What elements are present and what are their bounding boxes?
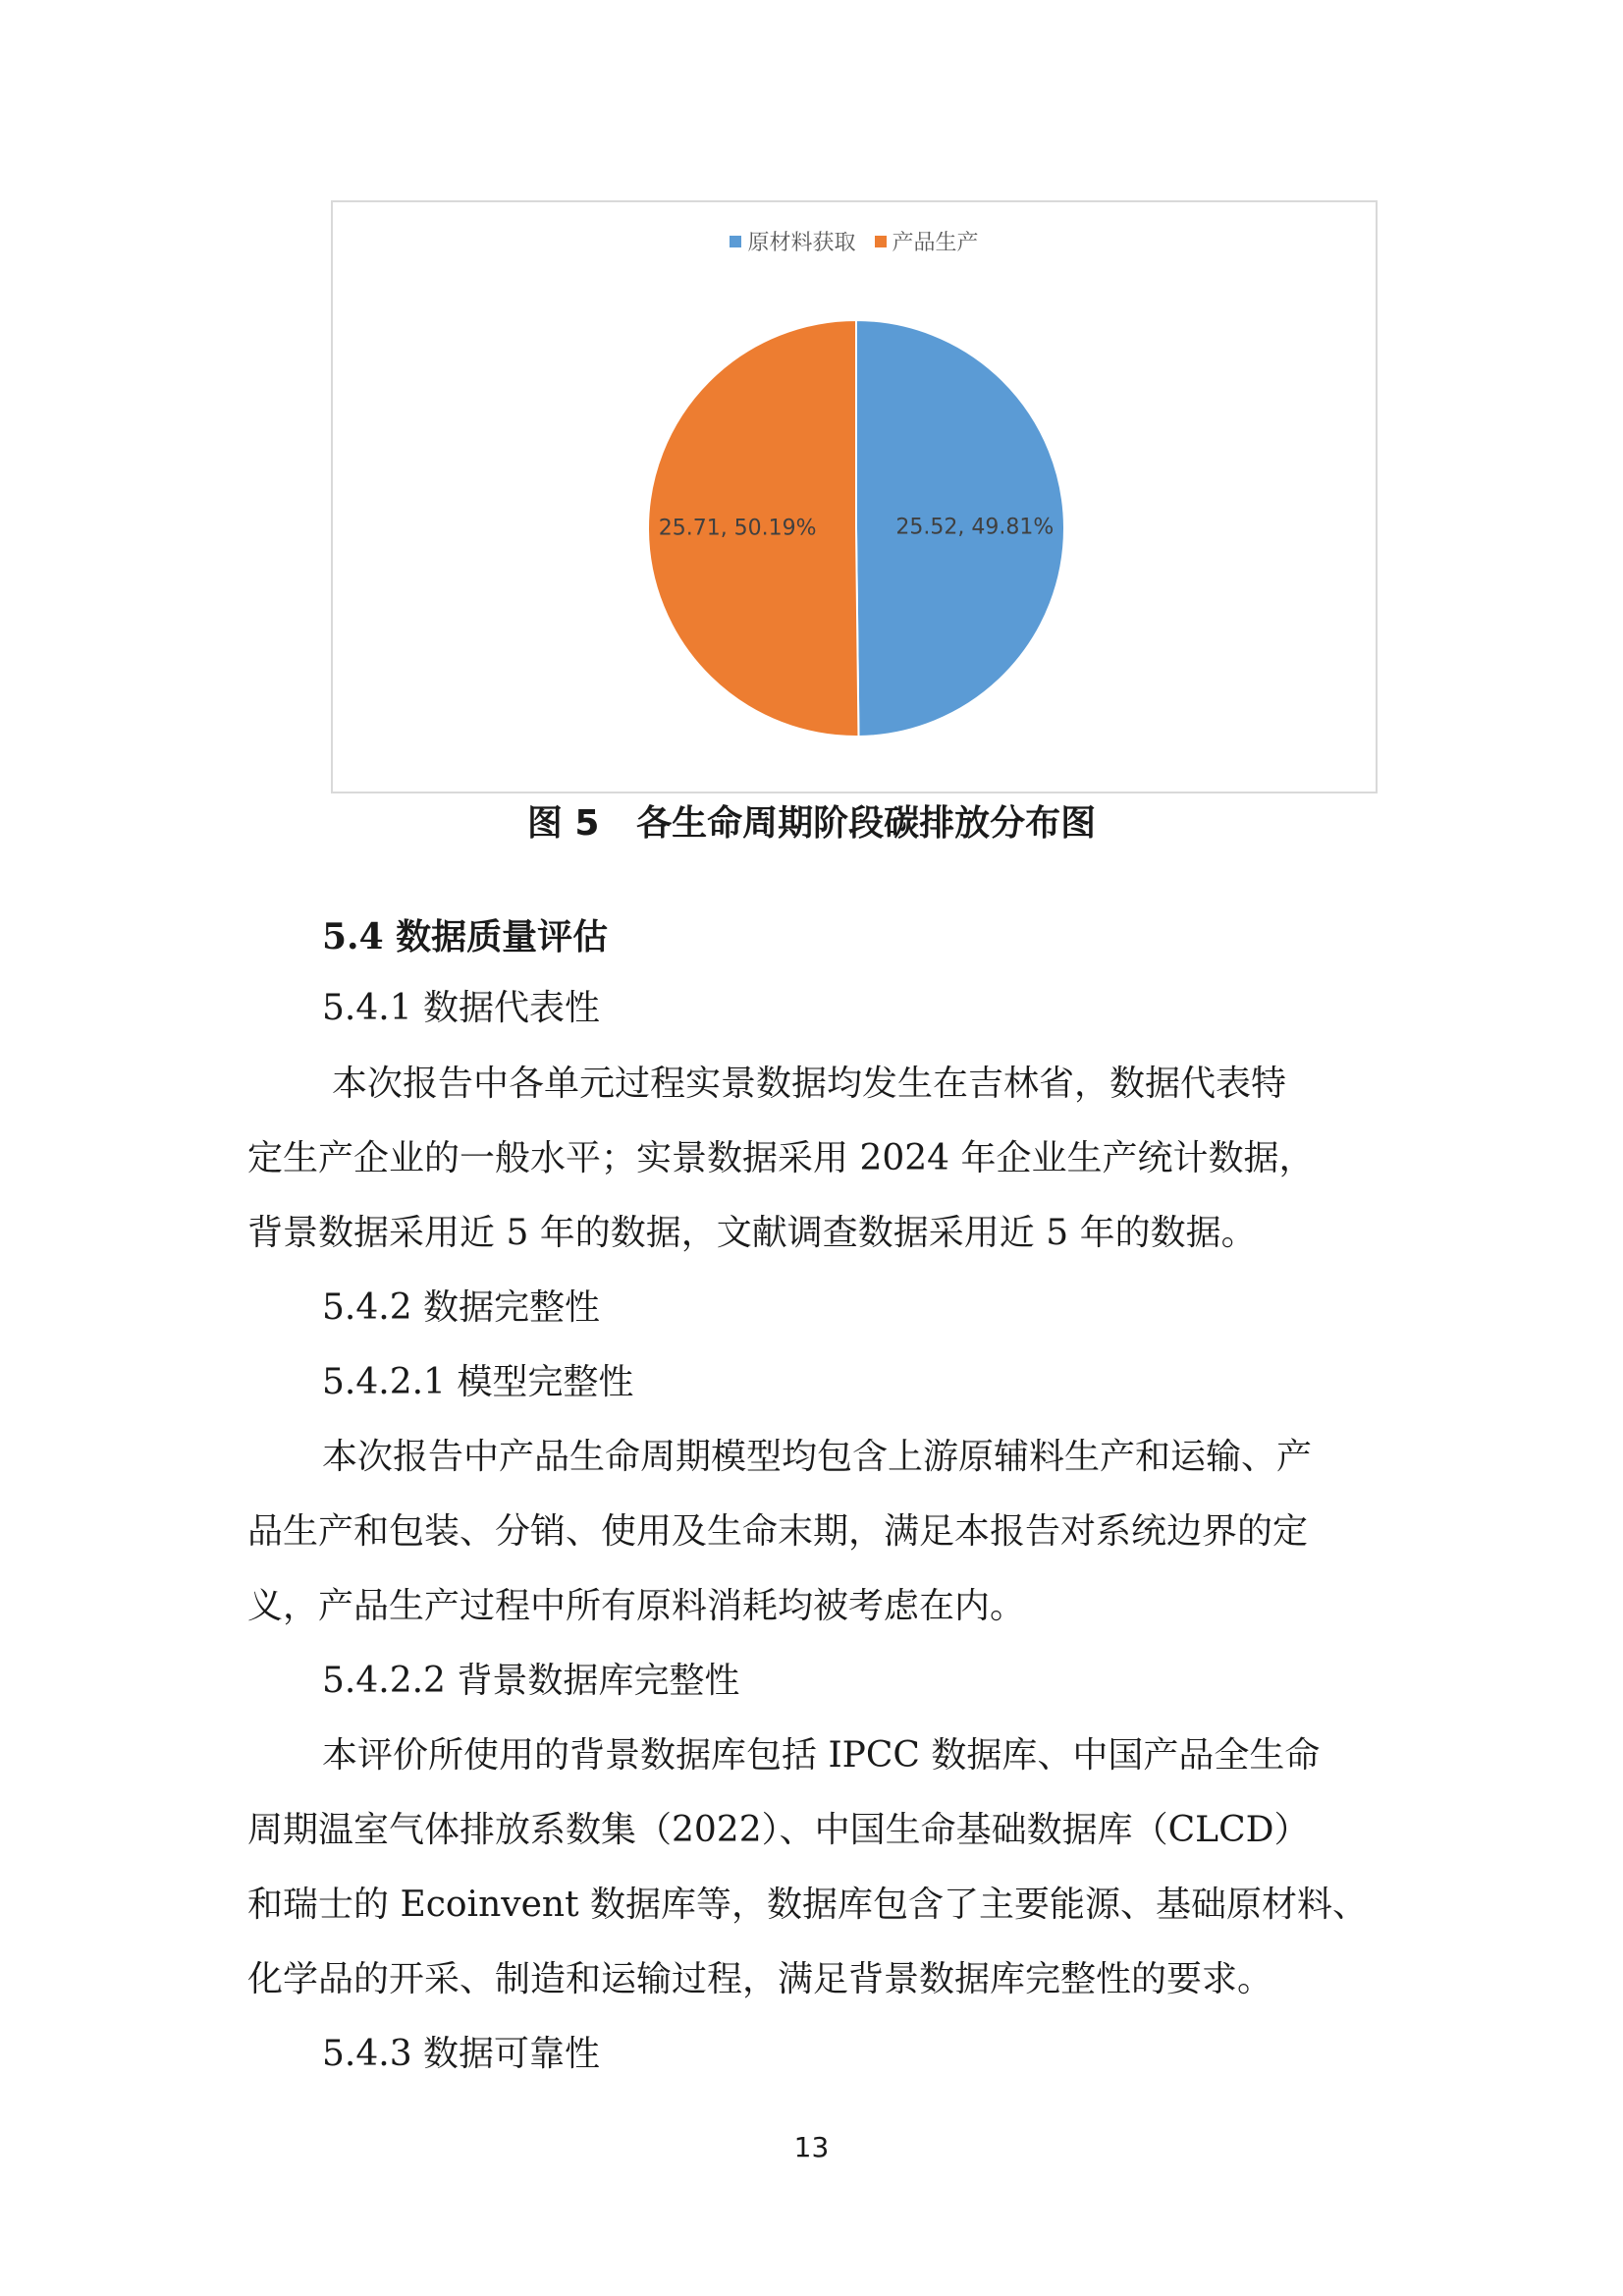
- subsection-heading-5-4-3: 5.4.3 数据可靠性: [322, 2034, 601, 2074]
- figure-caption: [0, 795, 1623, 846]
- paragraph-line: 品生产和包装、分销、使用及生命末期，满足本报告对系统边界的定: [247, 1511, 1309, 1552]
- paragraph-line: 背景数据采用近 5 年的数据，文献调查数据采用近 5 年的数据。: [247, 1213, 1257, 1253]
- subsection-heading-5-4-1: 5.4.1 数据代表性: [322, 988, 601, 1028]
- paragraph-line: 和瑞士的 Ecoinvent 数据库等，数据库包含了主要能源、基础原材料、: [247, 1885, 1368, 1925]
- pie-data-label-0: 25.52, 49.81%: [895, 515, 1055, 540]
- subsection-heading-5-4-2-1: 5.4.2.1 模型完整性: [322, 1362, 634, 1402]
- pie-chart: [331, 200, 1378, 793]
- paragraph-line: 化学品的开采、制造和运输过程，满足背景数据库完整性的要求。: [247, 1959, 1273, 1999]
- figure-number: 图 5: [526, 803, 600, 844]
- section-heading-5-4: 5.4 数据质量评估: [322, 916, 609, 957]
- subsection-heading-5-4-2: 5.4.2 数据完整性: [322, 1287, 601, 1328]
- paragraph-line: 定生产企业的一般水平；实景数据采用 2024 年企业生产统计数据，: [247, 1138, 1315, 1178]
- paragraph-line: 本次报告中各单元过程实景数据均发生在吉林省，数据代表特: [332, 1064, 1287, 1104]
- paragraph-line: 本评价所使用的背景数据库包括 IPCC 数据库、中国产品全生命: [322, 1735, 1321, 1776]
- paragraph-line: 本次报告中产品生命周期模型均包含上游原辅料生产和运输、产: [322, 1437, 1313, 1477]
- legend-label-production: 产品生产: [892, 231, 979, 255]
- page-number: 13: [793, 2131, 830, 2163]
- figure-title: 各生命周期阶段碳排放分布图: [636, 803, 1097, 844]
- paragraph-line: 义，产品生产过程中所有原料消耗均被考虑在内。: [247, 1586, 1026, 1626]
- subsection-heading-5-4-2-2: 5.4.2.2 背景数据库完整性: [322, 1661, 740, 1701]
- pie-svg: [333, 202, 1380, 795]
- paragraph-line: 周期温室气体排放系数集（2022）、中国生命基础数据库（CLCD）: [247, 1810, 1310, 1850]
- legend-label-raw-material: 原材料获取: [747, 231, 856, 255]
- pie-data-label-1: 25.71, 50.19%: [658, 516, 817, 541]
